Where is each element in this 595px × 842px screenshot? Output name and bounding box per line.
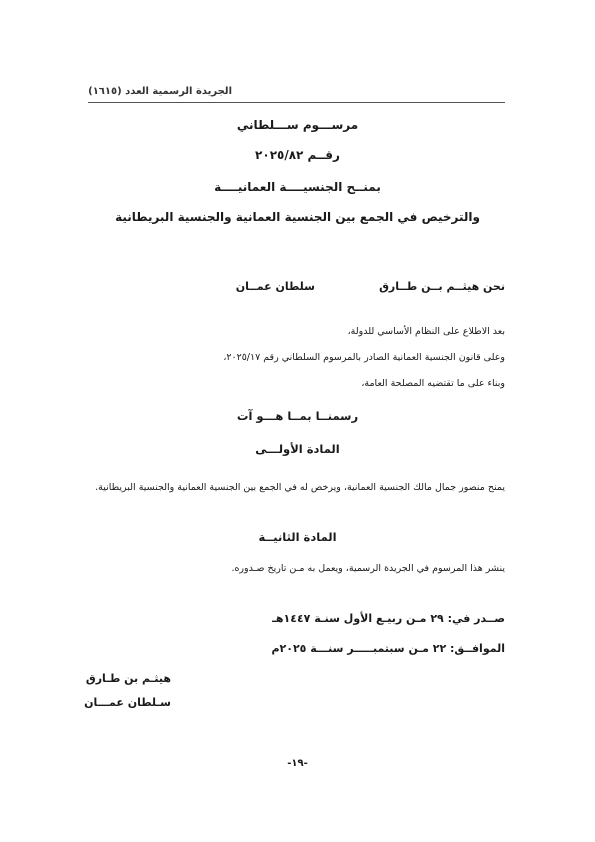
header-divider: [88, 102, 505, 103]
article-2-text: ينشر هذا المرسوم في الجريدة الرسمية، ويعمل به مـن تاريخ صـدوره.: [231, 563, 505, 574]
issue-date-gregorian: الموافــق: ٢٢ مـن سبتمبـــــر سنـــة ٢٠٢٥م: [271, 642, 505, 655]
article-2-heading: المادة الثانيــة: [258, 530, 337, 544]
decree-heading: رسمنــا بمــا هـــو آت: [236, 409, 359, 423]
article-1-heading: المادة الأولـــى: [255, 442, 340, 456]
decree-subject-line-2: والترخيص في الجمع بين الجنسية العمانية والجنسية البريطانية: [115, 210, 480, 224]
article-1-text: يمنح منصور جمال مالك الجنسية العمانية، ويرخص له في الجمع بين الجنسية العمانية والجنسية البريطانية.: [95, 482, 505, 493]
preamble-line: بعد الاطلاع على النظام الأساسي للدولة،: [347, 326, 505, 337]
issuer-title: سلطان عمــان: [235, 280, 315, 293]
preamble-line: وبناء على ما تقتضيه المصلحة العامة،: [361, 378, 505, 389]
gazette-header: الجريدة الرسمية العدد (١٦١٥): [88, 86, 232, 97]
decree-title: مرســـوم ســـلطاني: [236, 118, 359, 132]
preamble-line: وعلى قانون الجنسية العمانية الصادر بالمرسوم السلطاني رقم ٢٠٢٥/١٧،: [223, 352, 505, 363]
decree-subject-line-1: بمنــح الجنسيــــة العمانيــــة: [214, 180, 381, 194]
issuer-name: نحن هيثــم بــن طــارق: [379, 280, 505, 293]
page-number: -١٩-: [287, 758, 308, 769]
issue-date-hijri: صــدر في: ٢٩ مـن ربيـع الأول سنـة ١٤٤٧هـ: [272, 612, 505, 625]
decree-number: رقــم ٢٠٢٥/٨٢: [255, 148, 340, 162]
signature-title: سـلطان عمـــان: [84, 696, 171, 709]
signature-name: هيثـم بن طـارق: [85, 672, 171, 685]
